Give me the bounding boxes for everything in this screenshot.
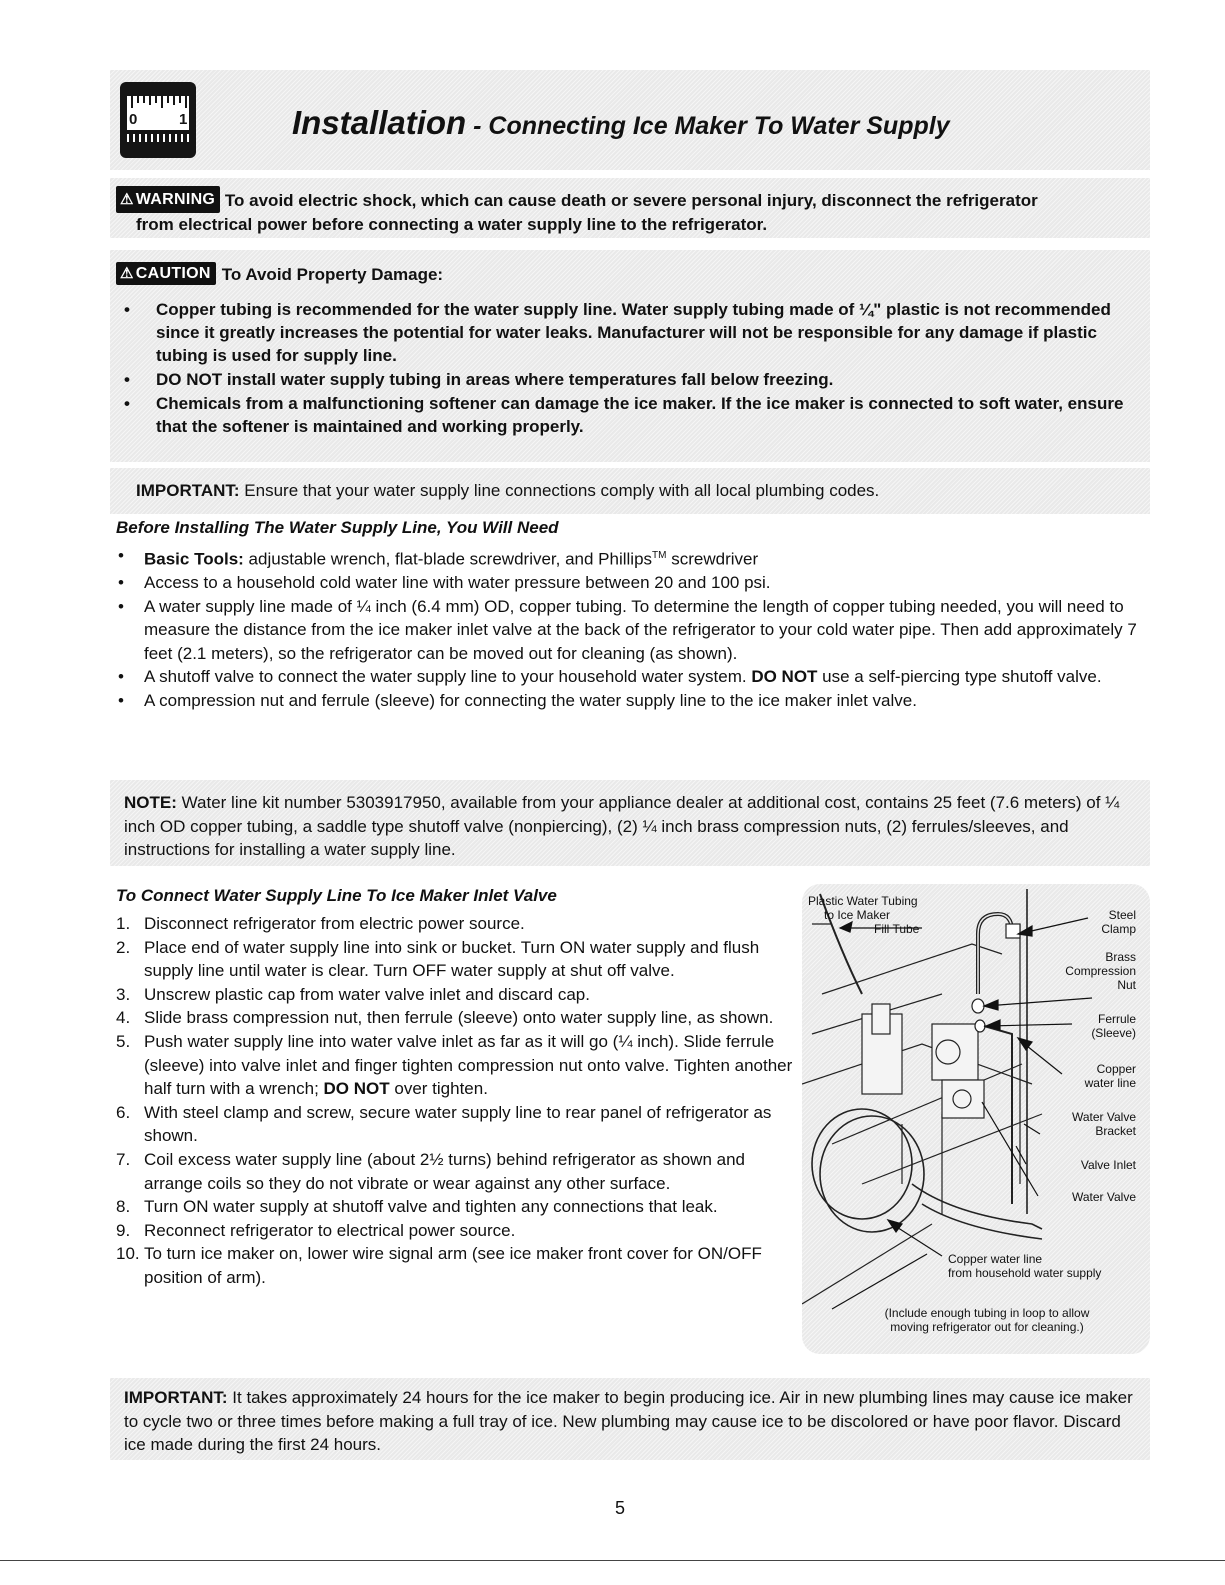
shutoff-text-b: use a self-piercing type shutoff valve. [817,667,1102,687]
page-header [110,70,1150,170]
label-water-valve: Water Valve [1071,1190,1136,1204]
warning-text [116,186,1136,236]
step-text: With steel clamp and screw, secure water supply line to rear panel of refrigerator as shown. [144,1102,772,1146]
step-number: 9. [116,1220,131,1240]
caution-item: • Copper tubing is recommended for the water supply line. Water supply tubing made of ¼" plastic is not recommended since it greatly increases the potential for water leaks. Manufacturer will not be responsible for any damage if plastic tubing is used for supply line. [116,298,1146,367]
step-item [116,983,796,1007]
important-body-2: It takes approximately 24 hours for the ice maker to begin producing ice. Air in new plumbing lines may cause ice maker to cycle two or three times before making a full tray of ice. New plumbing may cause ice to be discolored or have poor flavor. Discard ice made during the first 24 hours. [124,1388,1133,1454]
title-main: Installation [292,104,467,141]
label-line: Water Valve [1071,1110,1136,1124]
before-title: Before Installing The Water Supply Line, You Will Need [116,518,559,537]
ruler-icon [120,82,196,158]
caution-badge-label: CAUTION [135,265,211,282]
step-text: Push water supply line into water valve inlet as far as it will go (¼ inch). Slide ferrule (sleeve) into valve inlet and finger tighten compression nut onto valve. Tighten another half turn with a wrench; [144,1031,793,1099]
step-text: To turn ice maker on, lower wire signal arm (see ice maker front cover for ON/OFF position of arm). [144,1244,762,1287]
note-body: Water line kit number 5303917950, available from your appliance dealer at additional cost, contains 25 feet (7.6 meters) of ¼ inch OD copper tubing, a saddle type shutoff valve (nonpiercing), (2) ¼ inch brass compression nuts, (2) ferrules/sleeves, and instructions for installing a water supply line. [124,793,1120,859]
important-text-2 [124,1386,1144,1457]
note-text [124,791,1134,862]
shutoff-text-a: A shutoff valve to connect the water supply line to your household water system. [144,667,752,687]
step-number: 8. [116,1197,131,1217]
label-brass-nut [1065,950,1136,992]
caution-box [110,250,1150,462]
label-line: Steel [1108,908,1136,922]
connect-title: To Connect Water Supply Line To Ice Maker Inlet Valve [116,886,557,905]
caution-item: • DO NOT install water supply tubing in areas where temperatures fall below freezing. [116,368,1146,391]
label-line: from household water supply [948,1266,1102,1280]
caution-heading [116,262,443,285]
important-box-2 [110,1378,1150,1460]
label-include-tubing [842,1306,1132,1334]
step-item [116,912,796,936]
label-line: Ferrule [1097,1012,1136,1026]
label-steel-clamp [1101,908,1136,936]
tools-text-end: screwdriver [666,549,759,569]
list-item [116,544,1156,571]
ruler-digit-1: 1 [179,111,188,128]
label-line: Clamp [1101,922,1136,936]
step-text: Reconnect refrigerator to electrical power source. [144,1220,516,1240]
label-ferrule [1091,1012,1136,1040]
label-household-line [948,1252,1101,1280]
step-item [116,1242,796,1289]
caution-list [116,298,1146,439]
step-number: 3. [116,984,131,1004]
page-title [292,104,950,142]
list-item [116,665,1156,689]
warning-triangle-icon: ⚠ [120,191,134,208]
step-number: 10. [116,1244,140,1264]
step-number: 6. [116,1102,131,1122]
step-text: Slide brass compression nut, then ferrule (sleeve) onto water supply line, as shown. [144,1008,774,1028]
label-fill-tube: Fill Tube [874,922,920,936]
label-line: (Include enough tubing in loop to allow [884,1306,1090,1320]
label-valve-bracket [1072,1110,1136,1138]
important-label-2: IMPORTANT: [124,1388,228,1407]
warning-line-2: from electrical power before connecting a water supply line to the refrigerator. [136,215,768,234]
note-box [110,780,1150,866]
label-line: moving refrigerator out for cleaning.) [890,1320,1084,1334]
step-item [116,1006,796,1030]
trademark-mark: TM [652,550,667,561]
list-item: • A water supply line made of ¼ inch (6.4 mm) OD, copper tubing. To determine the length of copper tubing needed, you will need to measure the distance from the ice maker inlet valve at the back of the refrigerator to your cold water pipe. Then add approximately 7 feet (2.1 meters), so the refrigerator can be moved out for cleaning (as shown). [116,595,1156,666]
step-text: Place end of water supply line into sink or bucket. Turn ON water supply and flush supply line until water is clear. Turn OFF water supply at shut off valve. [144,937,760,981]
step-item [116,1195,796,1219]
warning-badge [116,186,220,213]
warning-line-1: To avoid electric shock, which can cause death or severe personal injury, disconnect the refrigerator [224,191,1038,210]
bottom-divider [0,1560,1225,1561]
warning-badge-label: WARNING [135,191,216,208]
important-text-1 [136,481,879,501]
caution-badge [116,262,216,285]
step-item [116,936,796,983]
note-label: NOTE: [124,793,177,812]
step-number: 4. [116,1008,131,1028]
caution-triangle-icon: ⚠ [120,265,134,282]
label-line: to Ice Maker [824,908,891,922]
title-subtitle: - Connecting Ice Maker To Water Supply [466,112,950,140]
step-number: 2. [116,937,131,957]
ruler-digit-0: 0 [129,111,138,128]
caution-heading-text: To Avoid Property Damage: [221,265,444,284]
label-line: Copper water line [948,1252,1043,1266]
step-item [116,1030,796,1101]
label-line: Copper [1096,1062,1136,1076]
label-line: Nut [1117,978,1136,992]
label-line: Plastic Water Tubing [808,894,918,908]
step-item [116,1219,796,1243]
label-plastic-tubing [808,894,918,922]
step-text-end: over tighten. [389,1079,488,1099]
label-line: (Sleeve) [1091,1026,1136,1040]
label-line: Bracket [1095,1124,1136,1138]
important-body-1: Ensure that your water supply line connections comply with all local plumbing codes. [239,481,880,500]
label-copper-line [1085,1062,1136,1090]
label-line: Compression [1065,964,1136,978]
step-item [116,1101,796,1148]
step-text: Turn ON water supply at shutoff valve and tighten any connections that leak. [144,1197,718,1217]
steps-list [116,912,796,1290]
step-text: Disconnect refrigerator from electric power source. [144,914,525,933]
step-number: 5. [116,1031,131,1051]
warning-box [110,178,1150,238]
label-valve-inlet: Valve Inlet [1080,1158,1136,1172]
page-number: 5 [614,1498,625,1518]
list-item: • A compression nut and ferrule (sleeve) for connecting the water supply line to the ice maker inlet valve. [116,689,1156,713]
list-item: • Access to a household cold water line with water pressure between 20 and 100 psi. [116,571,1156,595]
tools-text: adjustable wrench, flat-blade screwdriver, and Phillips [243,549,653,569]
water-valve-diagram [802,884,1150,1354]
needed-items-list [116,544,1156,712]
tools-label: Basic Tools: [144,549,244,569]
step-do-not: DO NOT [323,1079,390,1099]
caution-item: • Chemicals from a malfunctioning softener can damage the ice maker. If the ice maker is connected to soft water, ensure that the softener is maintained and working properly. [116,392,1146,438]
step-text: Unscrew plastic cap from water valve inlet and discard cap. [144,984,590,1004]
step-number: 1. [116,914,131,933]
label-line: Brass [1105,950,1136,964]
important-box-1 [110,468,1150,514]
important-label-1: IMPORTANT: [136,481,240,500]
step-number: 7. [116,1149,131,1169]
step-text: Coil excess water supply line (about 2½ turns) behind refrigerator as shown and arrange coils so they do not vibrate or wear against any other surface. [144,1149,745,1193]
step-item [116,1148,796,1195]
shutoff-do-not: DO NOT [751,667,818,687]
label-line: water line [1084,1076,1136,1090]
